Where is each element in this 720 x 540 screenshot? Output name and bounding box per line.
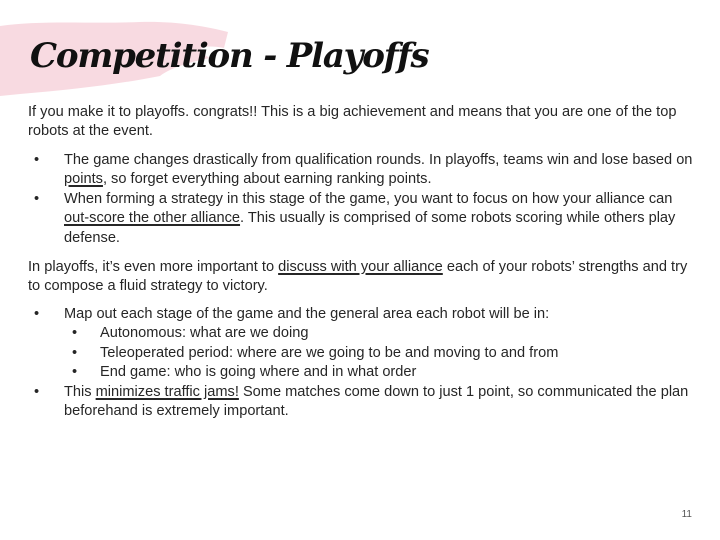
bullet-icon: • — [72, 364, 78, 381]
sub-list — [64, 324, 696, 382]
alliance-paragraph — [28, 258, 696, 297]
sub-item-text: End game: who is going where and in what order — [100, 364, 417, 381]
sub-list-item — [64, 363, 696, 382]
bullet-list-plan — [28, 305, 696, 421]
page-number: 11 — [681, 509, 692, 520]
underlined-text: out-score the other alliance — [64, 210, 241, 227]
list-item-text: . This usually is comprised of some robots scoring while others play defense. — [64, 210, 676, 246]
bullet-icon: • — [72, 325, 78, 342]
underlined-text: points — [64, 171, 103, 188]
underlined-text: minimizes traffic jams! — [95, 383, 239, 400]
list-item — [28, 190, 696, 248]
sub-list-item — [64, 324, 696, 343]
bullet-icon: • — [34, 383, 40, 400]
list-item — [28, 151, 696, 190]
bullet-icon: • — [34, 152, 40, 168]
sub-item-text: Teleoperated period: where are we going to be and moving to and from — [100, 344, 559, 361]
list-item — [28, 305, 696, 383]
paragraph-text: In playoffs, it’s even more important to — [28, 259, 279, 275]
bullet-list-strategy — [28, 151, 696, 248]
paragraph-text: each of your robots’ strengths and try to compose a fluid strategy to victory. — [28, 259, 688, 295]
list-item-text: The game changes drastically from qualification rounds. In playoffs, teams win and lose based on — [64, 152, 693, 168]
list-item — [28, 383, 696, 422]
list-item-text: Map out each stage of the game and the general area each robot will be in: — [64, 306, 550, 322]
list-item-text: Some matches come down to just 1 point, so communicated the plan beforehand is extremely important. — [64, 383, 689, 420]
slide-title: Competition - Playoffs — [30, 36, 429, 76]
underlined-text: discuss with your alliance — [278, 259, 443, 275]
list-item-text: When forming a strategy in this stage of the game, you want to focus on how your alliance can — [64, 190, 673, 207]
sub-list-item — [64, 344, 696, 363]
bullet-icon: • — [34, 190, 40, 207]
intro-paragraph: If you make it to playoffs. congrats!! This is a big achievement and means that you are one of the top robots at the event. — [28, 104, 677, 140]
bullet-icon: • — [72, 344, 78, 361]
list-item-text: This — [64, 383, 96, 400]
list-item-text: , so forget everything about earning ranking points. — [102, 171, 432, 188]
sub-item-text: Autonomous: what are we doing — [100, 325, 309, 342]
bullet-icon: • — [34, 306, 40, 322]
